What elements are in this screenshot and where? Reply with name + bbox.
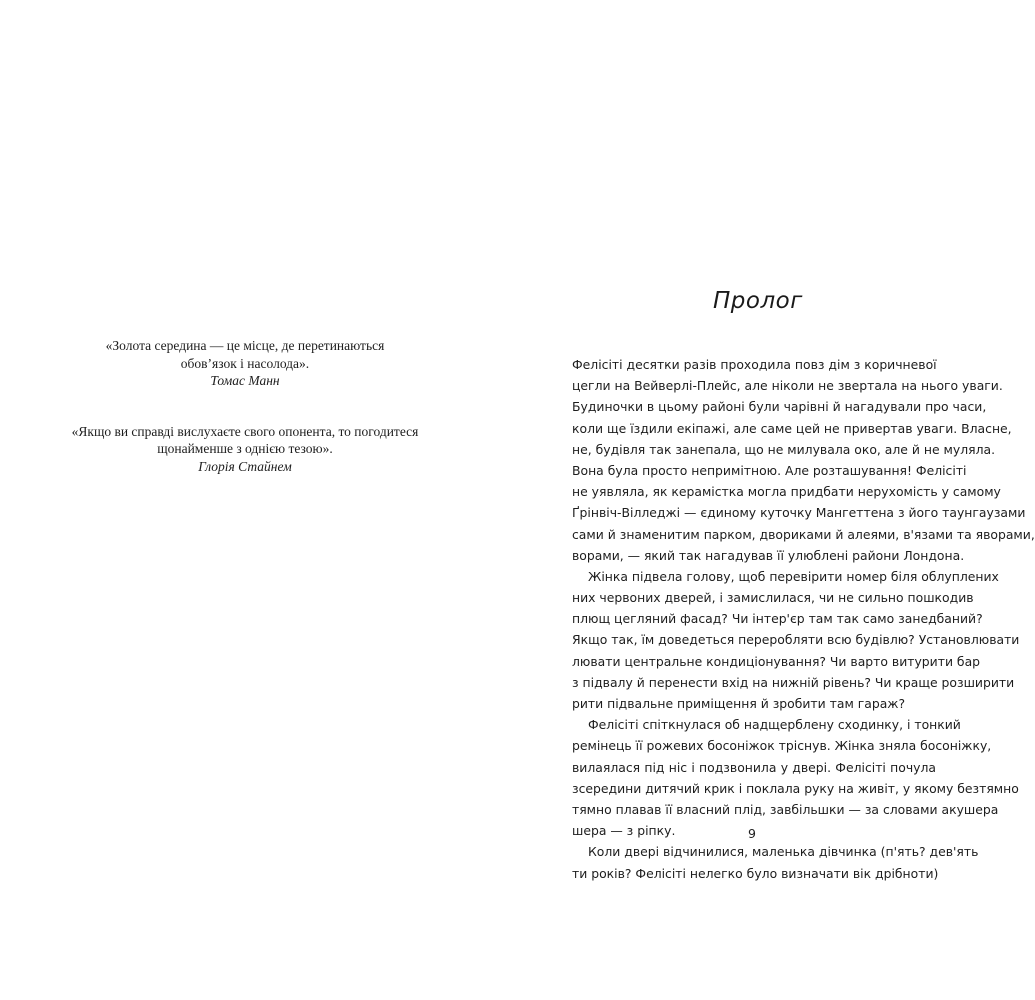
text-line: коли ще їздили екіпажі, але саме цей не привертав уваги. Власне, — [572, 420, 1012, 436]
epigraph — [60, 423, 430, 476]
text-line: Жінка підвела голову, щоб перевірити номер біля облуплених — [588, 568, 999, 584]
text-line: них червоних дверей, і замислилася, чи не сильно пошкодив — [572, 590, 974, 606]
epigraph-line: щонайменше з однією тезою». — [157, 441, 333, 456]
text-line: шера — з ріпку. — [572, 823, 676, 839]
epigraph — [60, 337, 430, 390]
text-line: з підвалу й перенести вхід на нижній рівень? Чи краще розширити — [572, 674, 1015, 690]
epigraph-line: «Золота середина — це місце, де перетинаються — [105, 338, 385, 353]
chapter-title: Пролог — [713, 288, 803, 314]
text-line: ти років? Фелісіті нелегко було визначати вік дрібноти) — [572, 865, 939, 881]
text-line: ремінець її рожевих босоніжок тріснув. Жінка зняла босоніжку, — [572, 738, 992, 754]
text-line: Вона була просто непримітною. Але розташування! Фелісіті — [572, 462, 967, 478]
page-number: 9 — [748, 826, 756, 841]
text-line: тямно плавав її власний плід, завбільшки — за словами акушера — [572, 801, 999, 817]
epigraph-author: Томас Манн — [210, 373, 280, 388]
text-line: Фелісіті спіткнулася об надщерблену сходинку, і тонкий — [588, 717, 961, 733]
epigraph-line: обов’язок і насолода». — [180, 355, 310, 371]
text-line: плющ цегляний фасад? Чи інтер'єр там так само занедбаний? — [572, 611, 983, 627]
epigraph-author: Глорія Стайнем — [198, 458, 292, 474]
text-line: ворами, — який так нагадував її улюблені райони Лондона. — [572, 547, 965, 563]
text-line: Будиночки в цьому районі були чарівні й нагадували про часи, — [572, 399, 987, 415]
epigraph-line: «Якщо ви справді вислухаєте свого опонента, то погодитеся — [71, 423, 419, 439]
body-text — [572, 354, 1035, 884]
text-line: не, будівля так занепала, що не милувала око, але й не муляла. — [572, 441, 996, 457]
text-line: не уявляла, як керамістка могла придбати нерухомість у самому — [572, 484, 1001, 500]
text-line: лювати центральне кондиціонування? Чи варто витурити бар — [572, 653, 981, 669]
text-line: Якщо так, їм доведеться переробляти всю будівлю? Установлювати — [572, 632, 1020, 648]
text-line: рити підвальне приміщення й зробити там гараж? — [572, 696, 906, 711]
text-line: цегли на Вейверлі-Плейс, але ніколи не звертала на нього уваги. — [572, 378, 1003, 394]
text-line: Фелісіті десятки разів проходила повз дім з коричневої — [572, 357, 937, 372]
text-line: вилаялася під ніс і подзвонила у двері. Фелісіті почула — [572, 759, 936, 775]
text-line: Ґрінвіч-Вілледжі — єдиному куточку Мангеттена з його таунгаузами — [572, 505, 1026, 521]
text-line: сами й знаменитим парком, двориками й алеями, в'язами та яворами, — [572, 526, 1035, 542]
text-line: зсередини дитячий крик і поклала руку на живіт, у якому безтямно — [572, 780, 1019, 796]
epigraphs — [60, 337, 430, 508]
text-line: Коли двері відчинилися, маленька дівчинка (п'ять? дев'ять — [588, 844, 979, 860]
